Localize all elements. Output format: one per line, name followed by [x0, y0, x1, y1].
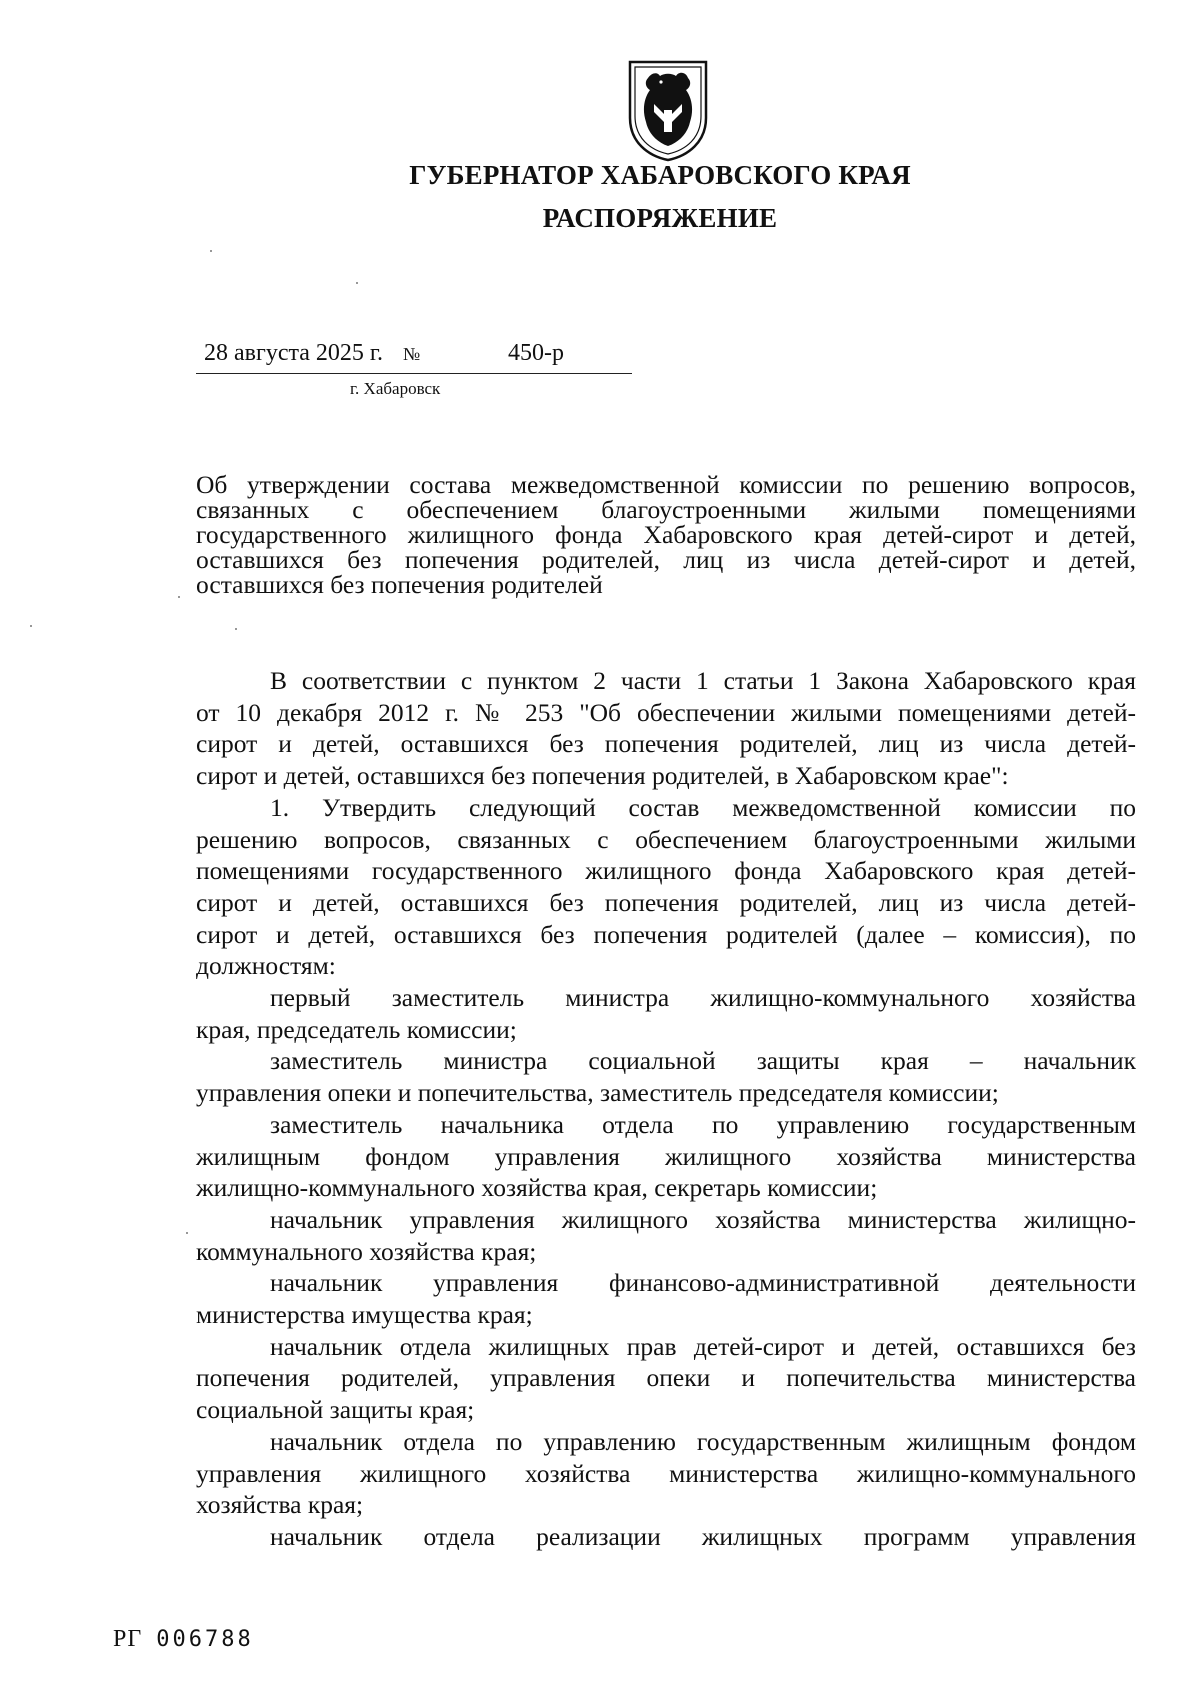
paragraph-line: начальник отдела по управлению государственным жилищным фондом	[270, 1426, 1136, 1456]
order-number: 450-р	[508, 340, 564, 366]
document-body	[196, 665, 1136, 1553]
scan-speck	[356, 282, 358, 284]
subject-line: Об утверждении состава межведомственной комиссии по решению вопросов,	[196, 470, 1136, 499]
form-serial-number: 006788	[156, 1627, 254, 1652]
form-serial	[113, 1626, 254, 1653]
paragraph-line: социальной защиты края;	[196, 1395, 475, 1425]
date-underline	[196, 373, 632, 374]
body-paragraph	[196, 1109, 1136, 1204]
subject-line: государственного жилищного фонда Хабаровского края детей-сирот и детей,	[196, 520, 1136, 549]
body-paragraph	[196, 982, 1136, 1045]
paragraph-line: министерства имущества края;	[196, 1300, 533, 1330]
paragraph-line: 1. Утвердить следующий состав межведомственной комиссии по	[270, 792, 1136, 822]
scan-speck	[30, 625, 32, 627]
document-type-heading: РАСПОРЯЖЕНИЕ	[542, 203, 778, 233]
paragraph-line: заместитель министра социальной защиты края – начальник	[270, 1046, 1136, 1076]
paragraph-line: от 10 декабря 2012 г. № 253 "Об обеспечении жилыми помещениями детей-	[196, 697, 1136, 727]
scan-speck	[186, 1232, 188, 1234]
paragraph-line: заместитель начальника отдела по управлению государственным	[270, 1109, 1136, 1139]
paragraph-line: края, председатель комиссии;	[196, 1014, 517, 1044]
paragraph-line: хозяйства края;	[196, 1490, 364, 1520]
paragraph-line: начальник отдела жилищных прав детей-сирот и детей, оставшихся без	[270, 1331, 1136, 1361]
paragraph-line: управления опеки и попечительства, заместитель председателя комиссии;	[196, 1078, 999, 1108]
paragraph-line: жилищно-коммунального хозяйства края, секретарь комиссии;	[196, 1173, 878, 1203]
body-paragraph	[196, 1267, 1136, 1330]
coat-of-arms-emblem	[626, 58, 710, 162]
body-paragraph	[196, 1426, 1136, 1521]
body-paragraph	[196, 1204, 1136, 1267]
order-date: 28 августа 2025 г.	[204, 340, 384, 366]
body-paragraph	[196, 665, 1136, 792]
paragraph-line: сирот и детей, оставшихся без попечения родителей (далее – комиссия), по	[196, 919, 1136, 949]
paragraph-line: В соответствии с пунктом 2 части 1 статьи 1 Закона Хабаровского края	[270, 666, 1136, 695]
paragraph-line: жилищным фондом управления жилищного хозяйства министерства	[196, 1141, 1136, 1171]
scan-speck	[235, 628, 237, 630]
document-subject	[196, 472, 1136, 597]
paragraph-line: решению вопросов, связанных с обеспечением благоустроенными жилыми	[196, 824, 1136, 854]
paragraph-line: сирот и детей, оставшихся без попечения родителей, в Хабаровском крае":	[196, 761, 1009, 791]
paragraph-line: начальник управления финансово-административной деятельности	[270, 1268, 1136, 1298]
subject-line: оставшихся без попечения родителей	[196, 570, 603, 599]
scan-speck	[178, 596, 180, 598]
date-number-line	[196, 340, 636, 380]
paragraph-line: начальник управления жилищного хозяйства министерства жилищно-	[270, 1204, 1136, 1234]
paragraph-line: коммунального хозяйства края;	[196, 1236, 537, 1266]
body-paragraph	[196, 1331, 1136, 1426]
issuing-authority-heading: ГУБЕРНАТОР ХАБАРОВСКОГО КРАЯ	[409, 160, 911, 190]
scan-speck	[210, 250, 212, 252]
subject-line: связанных с обеспечением благоустроенными жилыми помещениями	[196, 495, 1136, 524]
paragraph-line: попечения родителей, управления опеки и попечительства министерства	[196, 1363, 1136, 1393]
body-paragraph	[196, 792, 1136, 982]
body-paragraph	[196, 1045, 1136, 1108]
paragraph-line: сирот и детей, оставшихся без попечения родителей, лиц из числа детей-	[196, 887, 1136, 917]
body-paragraph	[196, 1521, 1136, 1553]
paragraph-line: начальник отдела реализации жилищных программ управления	[270, 1521, 1136, 1551]
subject-line: оставшихся без попечения родителей, лиц из числа детей-сирот и детей,	[196, 545, 1136, 574]
form-series: РГ	[113, 1626, 143, 1652]
paragraph-line: сирот и детей, оставшихся без попечения родителей, лиц из числа детей-	[196, 729, 1136, 759]
paragraph-line: управления жилищного хозяйства министерства жилищно-коммунального	[196, 1458, 1136, 1488]
paragraph-line: помещениями государственного жилищного фонда Хабаровского края детей-	[196, 856, 1136, 886]
issue-city: г. Хабаровск	[350, 379, 441, 398]
paragraph-line: должностям:	[196, 951, 336, 981]
paragraph-line: первый заместитель министра жилищно-коммунального хозяйства	[270, 983, 1136, 1013]
number-sign: №	[403, 344, 421, 364]
